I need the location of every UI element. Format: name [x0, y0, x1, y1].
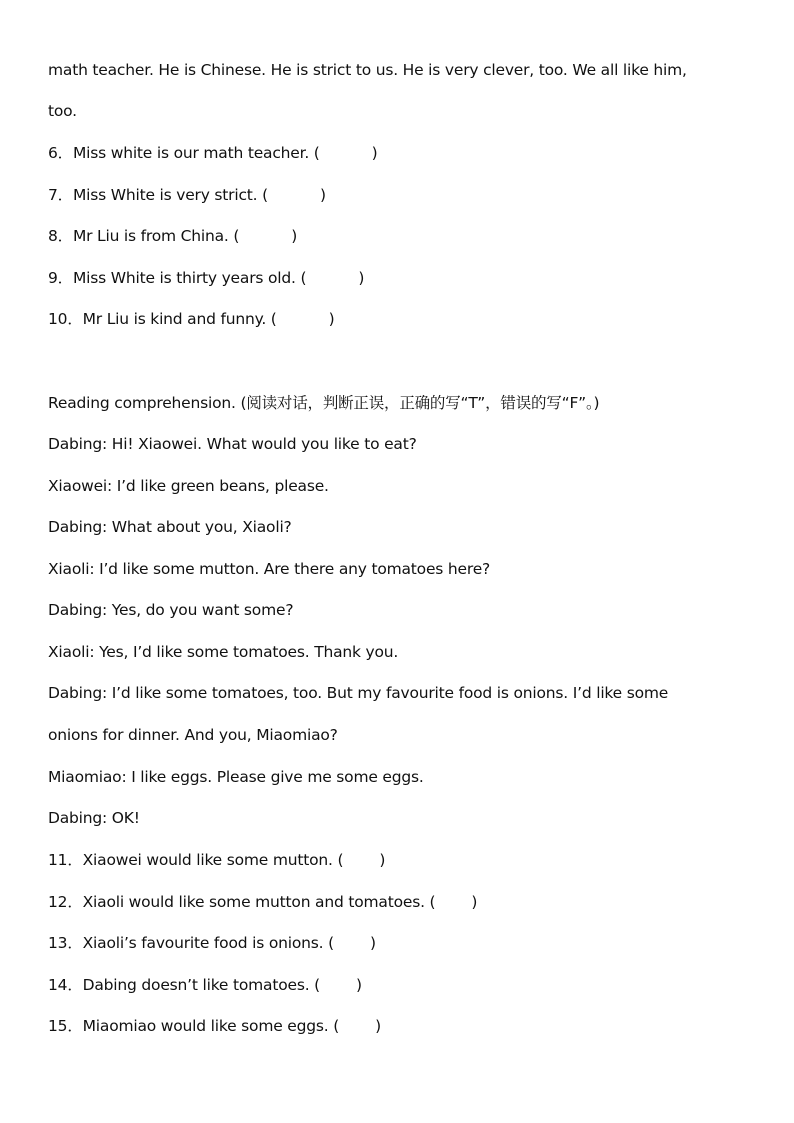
question-number: 13． [48, 934, 83, 952]
question-number: 8． [48, 227, 73, 245]
close-paren: ) [358, 269, 365, 287]
passage-line: too. [48, 102, 77, 120]
answer-blank[interactable] [435, 892, 471, 912]
close-paren: ) [328, 310, 335, 328]
question-number: 11． [48, 851, 83, 869]
question-11 [48, 850, 385, 870]
question-15 [48, 1016, 381, 1036]
answer-blank[interactable] [239, 226, 291, 246]
dialogue-line: onions for dinner. And you, Miaomiao? [48, 726, 338, 744]
question-number: 9． [48, 269, 73, 287]
dialogue-line: Dabing: Yes, do you want some? [48, 601, 294, 619]
answer-blank[interactable] [277, 309, 329, 329]
dialogue-line: Xiaoli: Yes, I’d like some tomatoes. Thank you. [48, 643, 399, 661]
answer-blank[interactable] [339, 1016, 375, 1036]
question-text: Dabing doesn’t like tomatoes. ( [82, 976, 321, 994]
dialogue-line: Dabing: I’d like some tomatoes, too. But my favourite food is onions. I’d like some [48, 684, 669, 702]
close-paren: ) [371, 144, 378, 162]
dialogue-line: Xiaoli: I’d like some mutton. Are there any tomatoes here? [48, 560, 491, 578]
question-number: 12． [48, 893, 83, 911]
question-text: Miss White is very strict. ( [72, 186, 268, 204]
question-text: Miaomiao would like some eggs. ( [82, 1017, 340, 1035]
close-paren: ) [319, 186, 326, 204]
dialogue-line: Miaomiao: I like eggs. Please give me some eggs. [48, 768, 424, 786]
question-7 [48, 185, 326, 205]
question-8 [48, 226, 297, 246]
answer-blank[interactable] [320, 143, 372, 163]
question-9 [48, 268, 364, 288]
question-number: 6． [48, 144, 73, 162]
close-paren: ) [379, 851, 386, 869]
close-paren: ) [369, 934, 376, 952]
question-number: 15． [48, 1017, 83, 1035]
question-number: 7． [48, 186, 73, 204]
question-14 [48, 975, 362, 995]
question-number: 10． [48, 310, 83, 328]
question-13 [48, 933, 376, 953]
dialogue-line: Dabing: OK! [48, 809, 140, 827]
question-text: Miss White is thirty years old. ( [72, 269, 307, 287]
question-10 [48, 309, 335, 329]
answer-blank[interactable] [320, 975, 356, 995]
close-paren: ) [375, 1017, 381, 1035]
answer-blank[interactable] [343, 850, 379, 870]
answer-blank[interactable] [334, 933, 370, 953]
dialogue-line: Xiaowei: I’d like green beans, please. [48, 477, 329, 495]
answer-blank[interactable] [306, 268, 358, 288]
question-12 [48, 892, 477, 912]
passage-line: math teacher. He is Chinese. He is strict to us. He is very clever, too. We all like him, [48, 61, 687, 79]
close-paren: ) [471, 893, 478, 911]
dialogue-line: Dabing: What about you, Xiaoli? [48, 518, 292, 536]
question-text: Mr Liu is from China. ( [72, 227, 240, 245]
dialogue-line: Dabing: Hi! Xiaowei. What would you like to eat? [48, 435, 417, 453]
question-text: Miss white is our math teacher. ( [72, 144, 320, 162]
section-instruction: Reading comprehension. (阅读对话，判断正误，正确的写“T”，错误的写“F”。) [48, 394, 600, 412]
close-paren: ) [291, 227, 298, 245]
close-paren: ) [356, 976, 362, 994]
question-text: Xiaoli would like some mutton and tomatoes. ( [82, 893, 436, 911]
answer-blank[interactable] [268, 185, 320, 205]
question-6 [48, 143, 378, 163]
question-number: 14． [48, 976, 83, 994]
question-text: Mr Liu is kind and funny. ( [82, 310, 277, 328]
question-text: Xiaoli’s favourite food is onions. ( [82, 934, 334, 952]
question-text: Xiaowei would like some mutton. ( [82, 851, 344, 869]
